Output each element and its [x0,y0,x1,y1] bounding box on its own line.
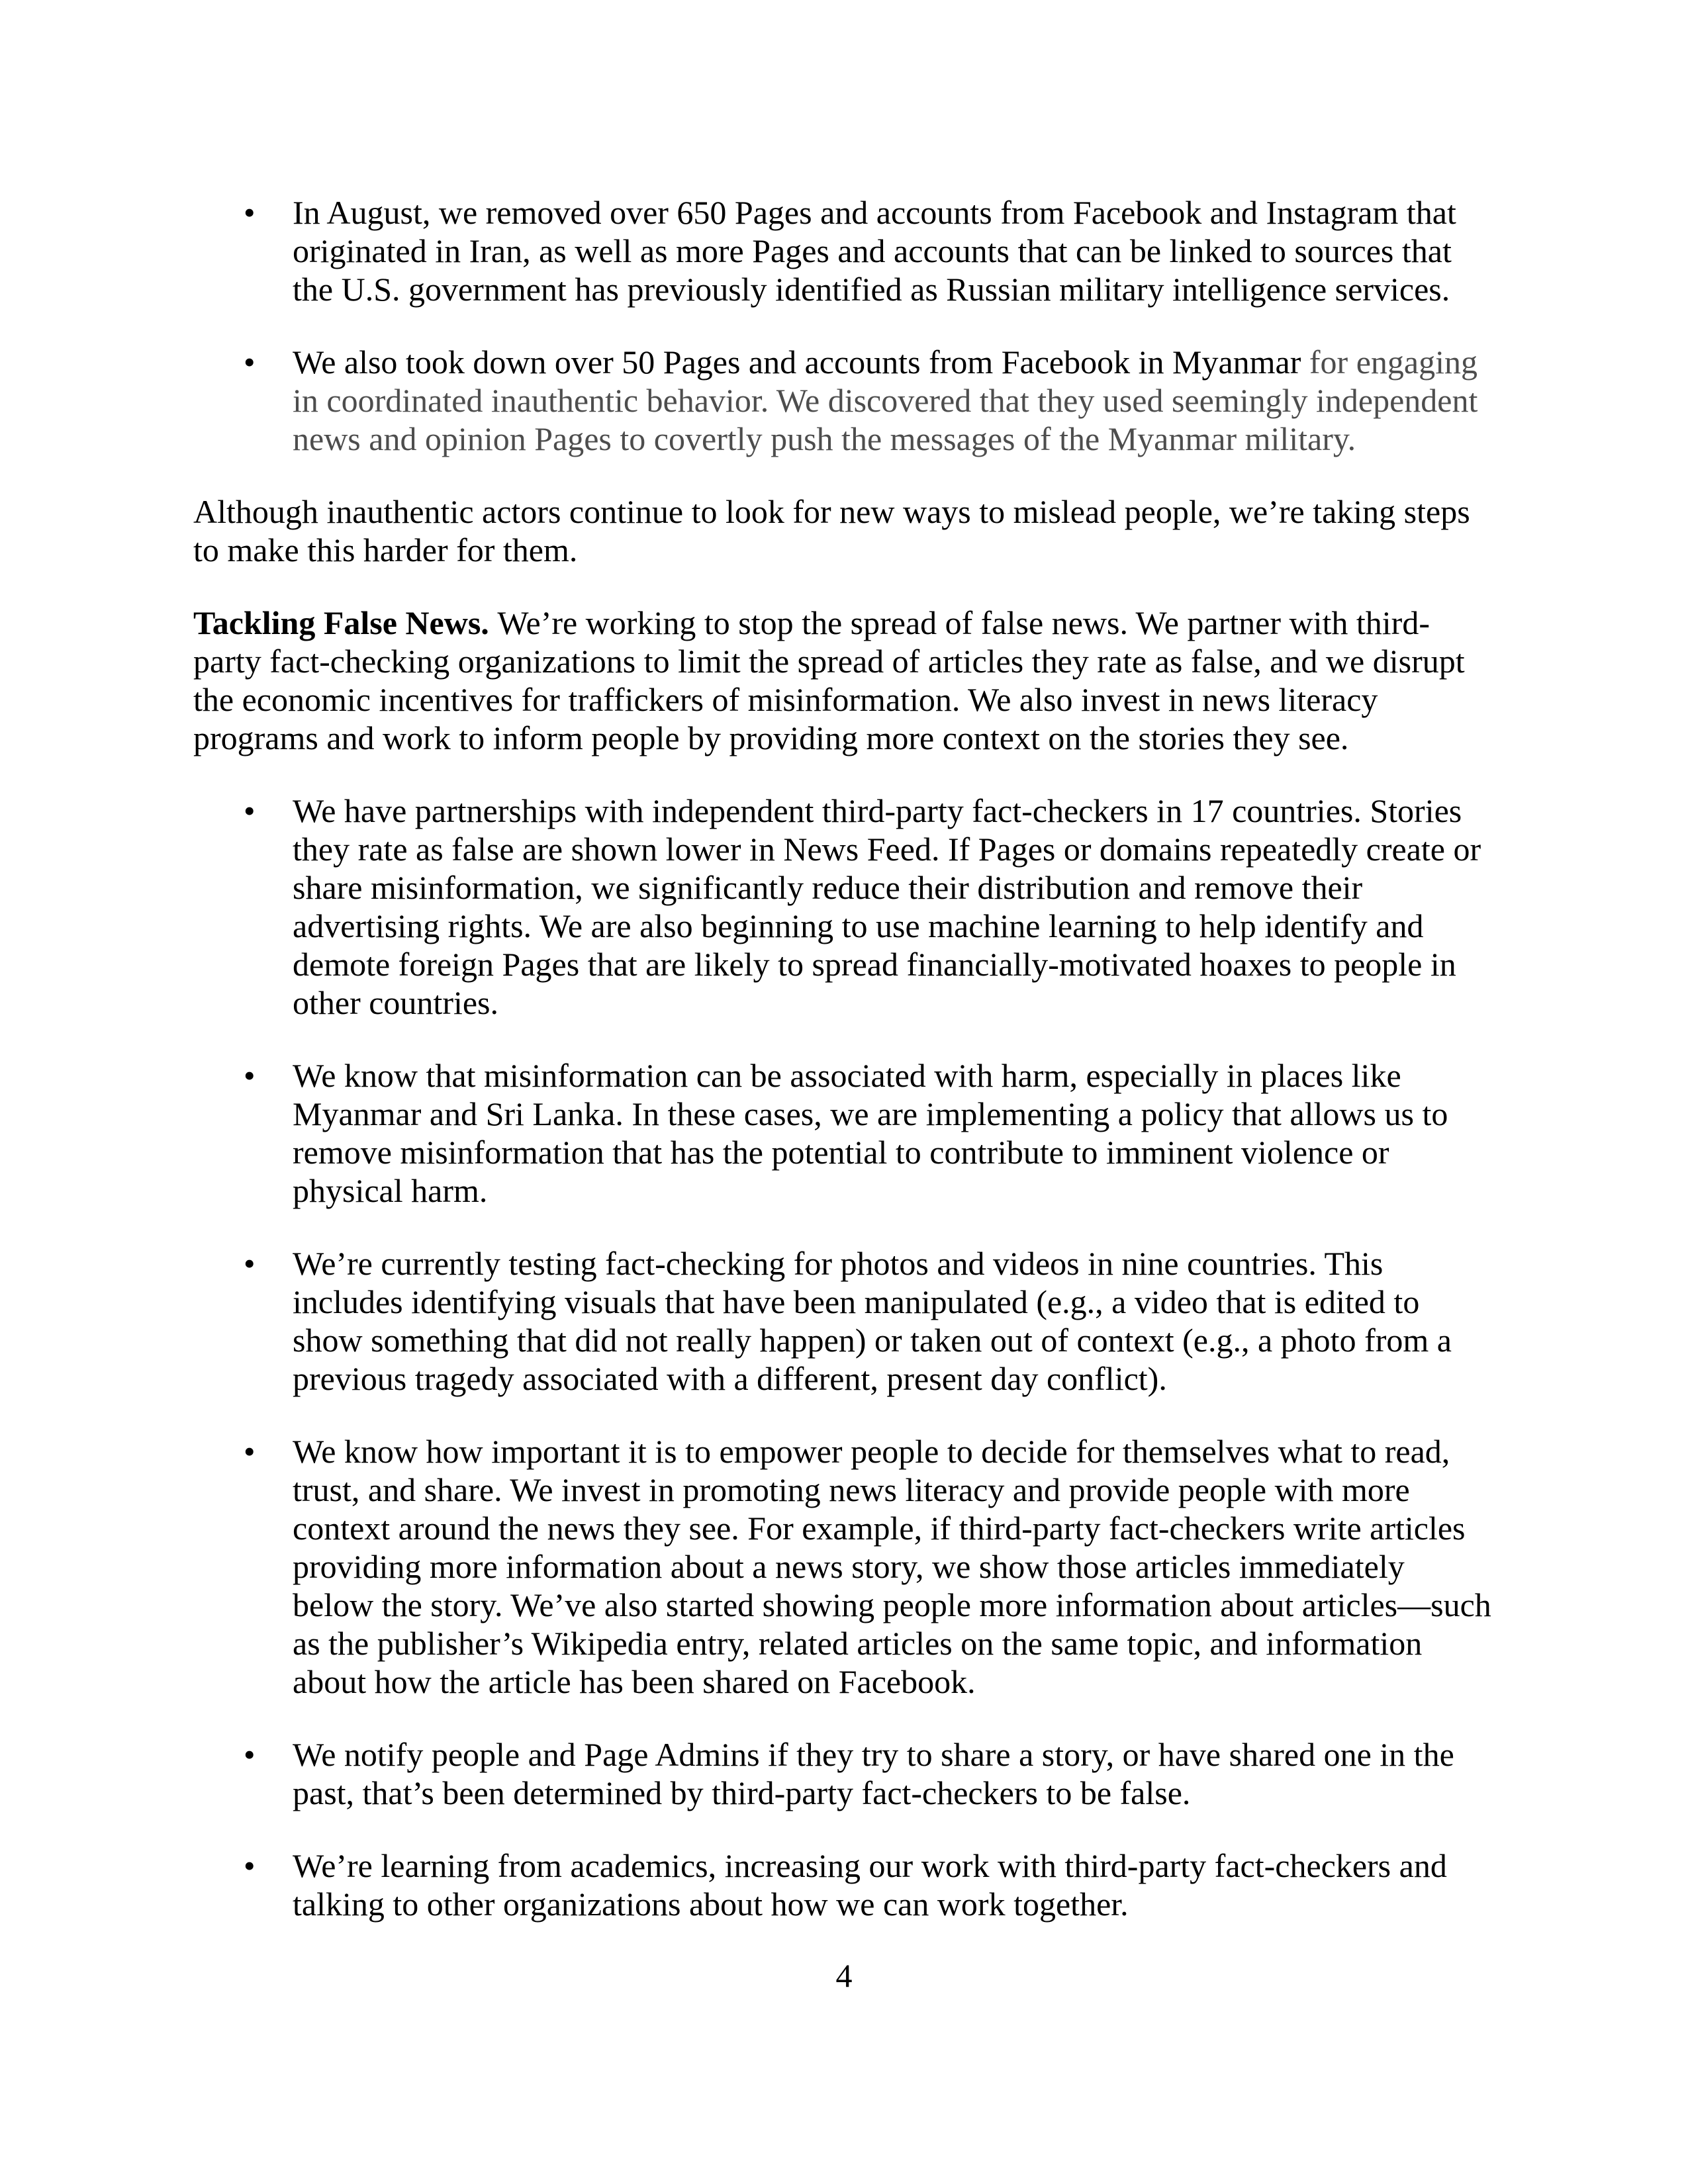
text-segment: We know that misinformation can be associated with harm, especially in places like Myanmar and Sri Lanka. In these cases, we are implementing a policy that allows us to remove misinformation that has the potential to contribute to imminent violence or physical harm. [293,1057,1448,1209]
bullet-item [193,1432,1492,1701]
bullet-item [193,1056,1492,1210]
text-segment: Although inauthentic actors continue to look for new ways to mislead people, we’re taking steps to make this harder for them. [193,493,1470,569]
bullet-item [193,1244,1492,1398]
bullet-item [193,193,1492,308]
text-segment: for engaging in coordinated inauthentic behavior. We discovered that they used seemingly independent news and opinion Pages to covertly push the messages of the Myanmar military. [293,343,1478,457]
bullet-marker: • [244,1736,256,1773]
text-segment: Tackling False News. [193,604,498,641]
bullet-marker: • [244,1433,256,1470]
bullet-marker: • [244,792,256,829]
bullet-marker: • [244,343,256,381]
bullet-marker: • [244,194,256,231]
text-segment: We’re currently testing fact-checking for photos and videos in nine countries. This includes identifying visuals that have been manipulated (e.g., a video that is edited to show something that did not really happen) or taken out of context (e.g., a photo from a previous tragedy associated with a different, present day conflict). [293,1245,1452,1397]
bullet-item [193,1846,1492,1923]
paragraph [193,492,1492,569]
text-segment: We have partnerships with independent third-party fact-checkers in 17 countries. Stories they rate as false are shown lower in News Feed. If Pages or domains repeatedly create or share misinformation, we significantly reduce their distribution and remove their advertising rights. We are also beginning to use machine learning to help identify and demote foreign Pages that are likely to spread financially-motivated hoaxes to people in other countries. [293,792,1481,1021]
paragraph [193,604,1492,757]
bullet-marker: • [244,1847,256,1884]
bullet-marker: • [244,1057,256,1094]
document-content [193,193,1492,1958]
text-segment: We’re learning from academics, increasing our work with third-party fact-checkers and talking to other organizations about how we can work together. [293,1847,1447,1923]
text-segment: We also took down over 50 Pages and accounts from Facebook in Myanmar [293,343,1309,381]
text-segment: In August, we removed over 650 Pages and accounts from Facebook and Instagram that originated in Iran, as well as more Pages and accounts that can be linked to sources that the U.S. government has previously identified as Russian military intelligence services. [293,194,1456,308]
bullet-marker: • [244,1245,256,1282]
text-segment: We notify people and Page Admins if they try to share a story, or have shared one in the past, that’s been determined by third-party fact-checkers to be false. [293,1736,1454,1811]
bullet-item [193,1735,1492,1812]
bullet-item [193,343,1492,458]
text-segment: We’re working to stop the spread of false news. We partner with third-party fact-checking organizations to limit the spread of articles they rate as false, and we disrupt the economic incentives for traffickers of misinformation. We also invest in news literacy programs and work to inform people by providing more context on the stories they see. [193,604,1465,756]
page-number: 4 [835,1957,853,1994]
bullet-item [193,792,1492,1022]
text-segment: We know how important it is to empower people to decide for themselves what to read, trust, and share. We invest in promoting news literacy and provide people with more context around the news they see. For example, if third-party fact-checkers write articles providing more information about a news story, we show those articles immediately below the story. We’ve also started showing people more information about articles—such as the publisher’s Wikipedia entry, related articles on the same topic, and information about how the article has been shared on Facebook. [293,1433,1491,1700]
